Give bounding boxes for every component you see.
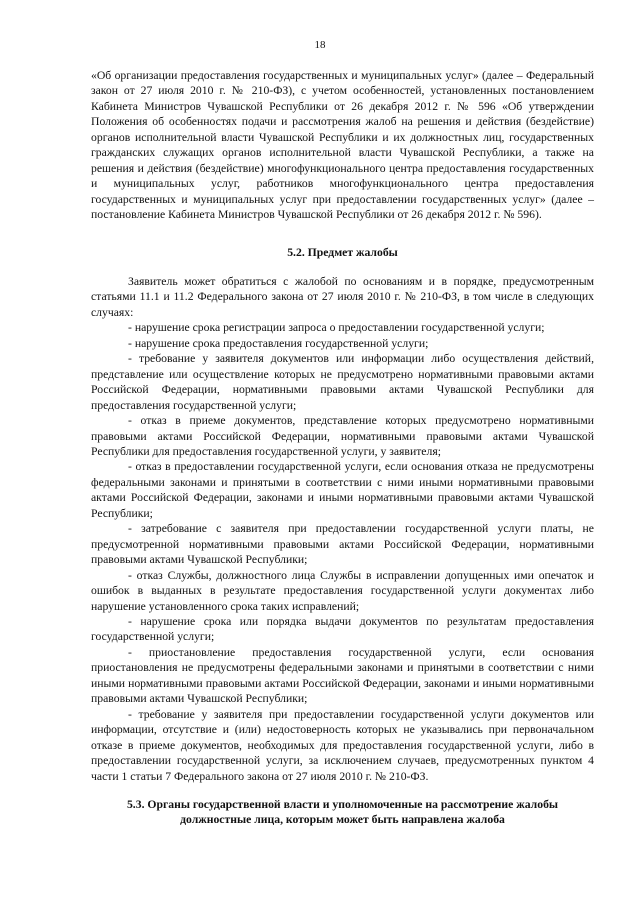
section-5-3-heading-line2: должностные лица, которым может быть направлена жалоба bbox=[180, 813, 505, 827]
list-item: - отказ Службы, должностного лица Службы в исправлении допущенных ими опечаток и ошибок в выданных в результате предоставления государственной услуги документах либо нарушение установленного срока таких исправлений; bbox=[91, 568, 594, 613]
list-item: - отказ в предоставлении государственной услуги, если основания отказа не предусмотрены федеральными законами и принятыми в соответствии с ними иными нормативными правовыми актами Российской Федерации, законами и иными нормативными правовыми актами Чувашской Республики; bbox=[91, 460, 594, 520]
intro-paragraph-block bbox=[91, 68, 594, 223]
list-item: - нарушение срока предоставления государственной услуги; bbox=[128, 336, 429, 350]
list-item: - затребование с заявителя при предоставлении государственной услуги платы, не предусмотренной нормативными правовыми актами Российской Федерации, нормативными правовыми актами Чувашской Республики; bbox=[91, 522, 594, 567]
intro-paragraph: «Об организации предоставления государственных и муниципальных услуг» (далее – Федеральный закон от 27 июля 2010 г. № 210-ФЗ), с учетом особенностей, установленных постановлением Кабинета Министров Чувашской Республики от 26 декабря 2012 г. № 596 «Об утверждении Положения об особенностях подачи и рассмотрения жалоб на решения и действия (бездействие) органов исполнительной власти Чувашской Республики и их должностных лиц, государственных гражданских служащих органов исполнительной власти Чувашской Республики, а также на решения и действия (бездействие) многофункционального центра предоставления государственных и муниципальных услуг, работников многофункционального центра предоставления государственных и муниципальных услуг при предоставлении государственных услуг» (далее – постановление Кабинета Министров Чувашской Республики от 26 декабря 2012 г. № 596). bbox=[91, 69, 594, 222]
section-5-2-heading: 5.2. Предмет жалобы bbox=[287, 246, 398, 259]
list-item: - нарушение срока или порядка выдачи документов по результатам предоставления государственной услуги; bbox=[91, 614, 594, 644]
list-item: - отказ в приеме документов, представление которых предусмотрено нормативными правовыми актами Российской Федерации, нормативными правовыми актами Чувашской Республики для предоставления государственной услуги, у заявителя; bbox=[91, 414, 594, 458]
section-5-3-heading-line1: 5.3. Органы государственной власти и уполномоченные на рассмотрение жалобы bbox=[126, 798, 559, 811]
list-item: - приостановление предоставления государственной услуги, если основания приостановления не предусмотрены федеральными законами и принятыми в соответствии с ними иными нормативными правовыми актами Российской Федерации, законами и иными нормативными правовыми актами Чувашской Республики; bbox=[91, 645, 594, 706]
section-5-2-lead: Заявитель может обратиться с жалобой по основаниям и в порядке, предусмотренным статьями 11.1 и 11.2 Федерального закона от 27 июля 2010 г. № 210-ФЗ, в том числе в следующих случаях: bbox=[91, 275, 594, 319]
list-item: - требование у заявителя документов или информации либо осуществления действий, представление или осуществление которых не предусмотрено нормативными правовыми актами Российской Федерации, нормативными правовыми актами Чувашской Республики для предоставления государственной услуги; bbox=[91, 352, 594, 412]
list-item: - требование у заявителя при предоставлении государственной услуги документов или информации, отсутствие и (или) недостоверность которых не указывались при первоначальном отказе в приеме документов, необходимых для предоставления государственной услуги, либо в предоставлении государственной услуги, за исключением случаев, предусмотренных пунктом 4 части 1 статьи 7 Федерального закона от 27 июля 2010 г. № 210-ФЗ. bbox=[91, 707, 594, 783]
page-number: 18 bbox=[314, 39, 326, 51]
section-5-3-heading bbox=[91, 797, 594, 828]
list-item: - нарушение срока регистрации запроса о предоставлении государственной услуги; bbox=[128, 321, 545, 335]
section-5-2-body bbox=[91, 274, 594, 784]
